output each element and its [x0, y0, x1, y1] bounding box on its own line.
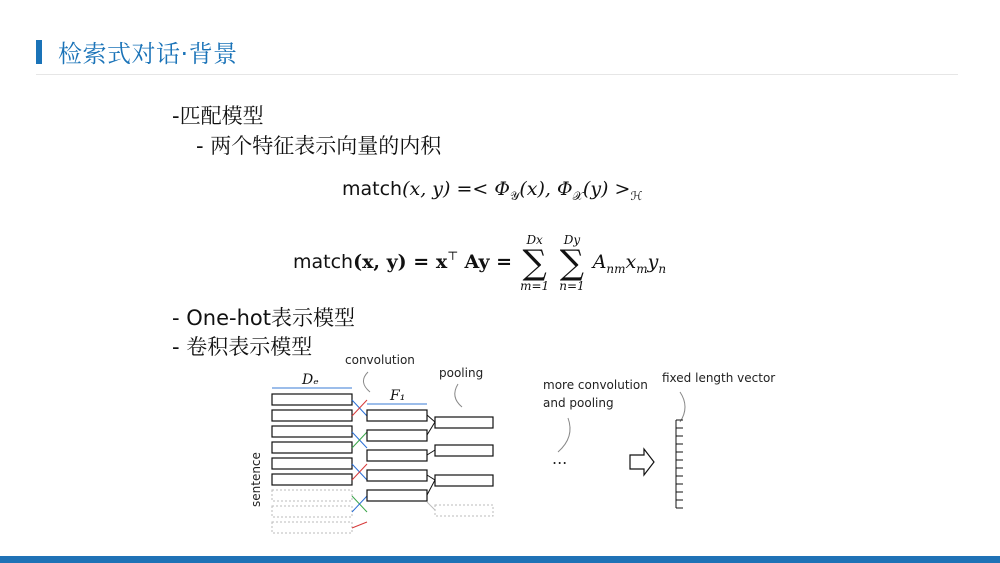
formula-2-func: match — [293, 251, 354, 273]
sum-m-lower: m=1 — [520, 279, 550, 293]
sum-over-m — [520, 234, 549, 292]
footer-accent-bar — [0, 556, 1000, 563]
formula-2-a: A — [592, 251, 607, 273]
formula-2-y: y — [647, 251, 659, 273]
formula-1-sub-y: 𝒴 — [509, 189, 520, 203]
convolution-pointer — [363, 372, 370, 392]
formula-match-bilinear — [293, 234, 666, 292]
convolution-connections — [352, 400, 367, 528]
sentence-embedding-matrix — [272, 394, 352, 533]
convolution-label: convolution — [345, 353, 415, 367]
bullet-matching-model: -匹配模型 — [172, 104, 264, 128]
embedding-dim-label: Dₑ — [302, 372, 319, 388]
more-conv-label-1: more convolution — [543, 378, 648, 392]
formula-2-a-sub: nm — [606, 262, 626, 276]
fixed-length-label: fixed length vector — [662, 371, 776, 385]
conv-architecture-diagram — [240, 352, 800, 547]
sum-n-lower: n=1 — [559, 279, 585, 293]
formula-1-body: (x, y) =< Φ — [402, 178, 510, 200]
output-arrow-icon — [630, 449, 654, 475]
formula-2-transpose: ⊤ — [447, 249, 459, 263]
pooling-label: pooling — [439, 366, 484, 380]
formula-1-mid: (x), Φ — [519, 178, 573, 200]
filter-count-label: F₁ — [390, 388, 406, 404]
sum-m-symbol: ∑ — [522, 243, 547, 283]
sum-n-symbol: ∑ — [559, 243, 585, 283]
formula-1-sub-x: 𝒳 — [572, 189, 583, 203]
formula-2-args: (x, y) = x — [353, 251, 448, 273]
pooled-maps — [435, 417, 493, 516]
sum-n-upper: Dy — [563, 233, 581, 247]
more-conv-label-2: and pooling — [543, 396, 614, 410]
sentence-label: sentence — [249, 452, 263, 507]
more-conv-pointer — [558, 418, 570, 452]
sum-m-upper: Dx — [526, 233, 543, 247]
formula-2-ay: Ay = — [464, 251, 513, 273]
formula-match-inner-product — [342, 178, 642, 204]
pooling-pointer — [455, 384, 462, 407]
feature-maps — [367, 410, 427, 501]
bullet-inner-product: - 两个特征表示向量的内积 — [196, 134, 442, 158]
ellipsis: ... — [552, 449, 568, 468]
fixed-length-pointer — [680, 392, 685, 422]
formula-1-end: (y) > — [582, 178, 631, 200]
pooling-arrows — [427, 415, 435, 510]
bullet-conv-model: - 卷积表示模型 — [172, 335, 313, 359]
formula-2-x: x — [625, 251, 637, 273]
title-accent-bar — [36, 40, 42, 64]
title-divider — [36, 74, 958, 75]
sum-over-n — [559, 234, 584, 292]
formula-2-y-sub: n — [658, 262, 667, 276]
bullet-one-hot-model: - One-hot表示模型 — [172, 306, 355, 330]
formula-1-sub-h: ℋ — [630, 189, 643, 203]
fixed-length-vector — [676, 420, 683, 508]
formula-1-func: match — [342, 178, 403, 200]
page-title: 检索式对话·背景 — [58, 40, 238, 68]
formula-2-x-sub: m — [636, 262, 648, 276]
